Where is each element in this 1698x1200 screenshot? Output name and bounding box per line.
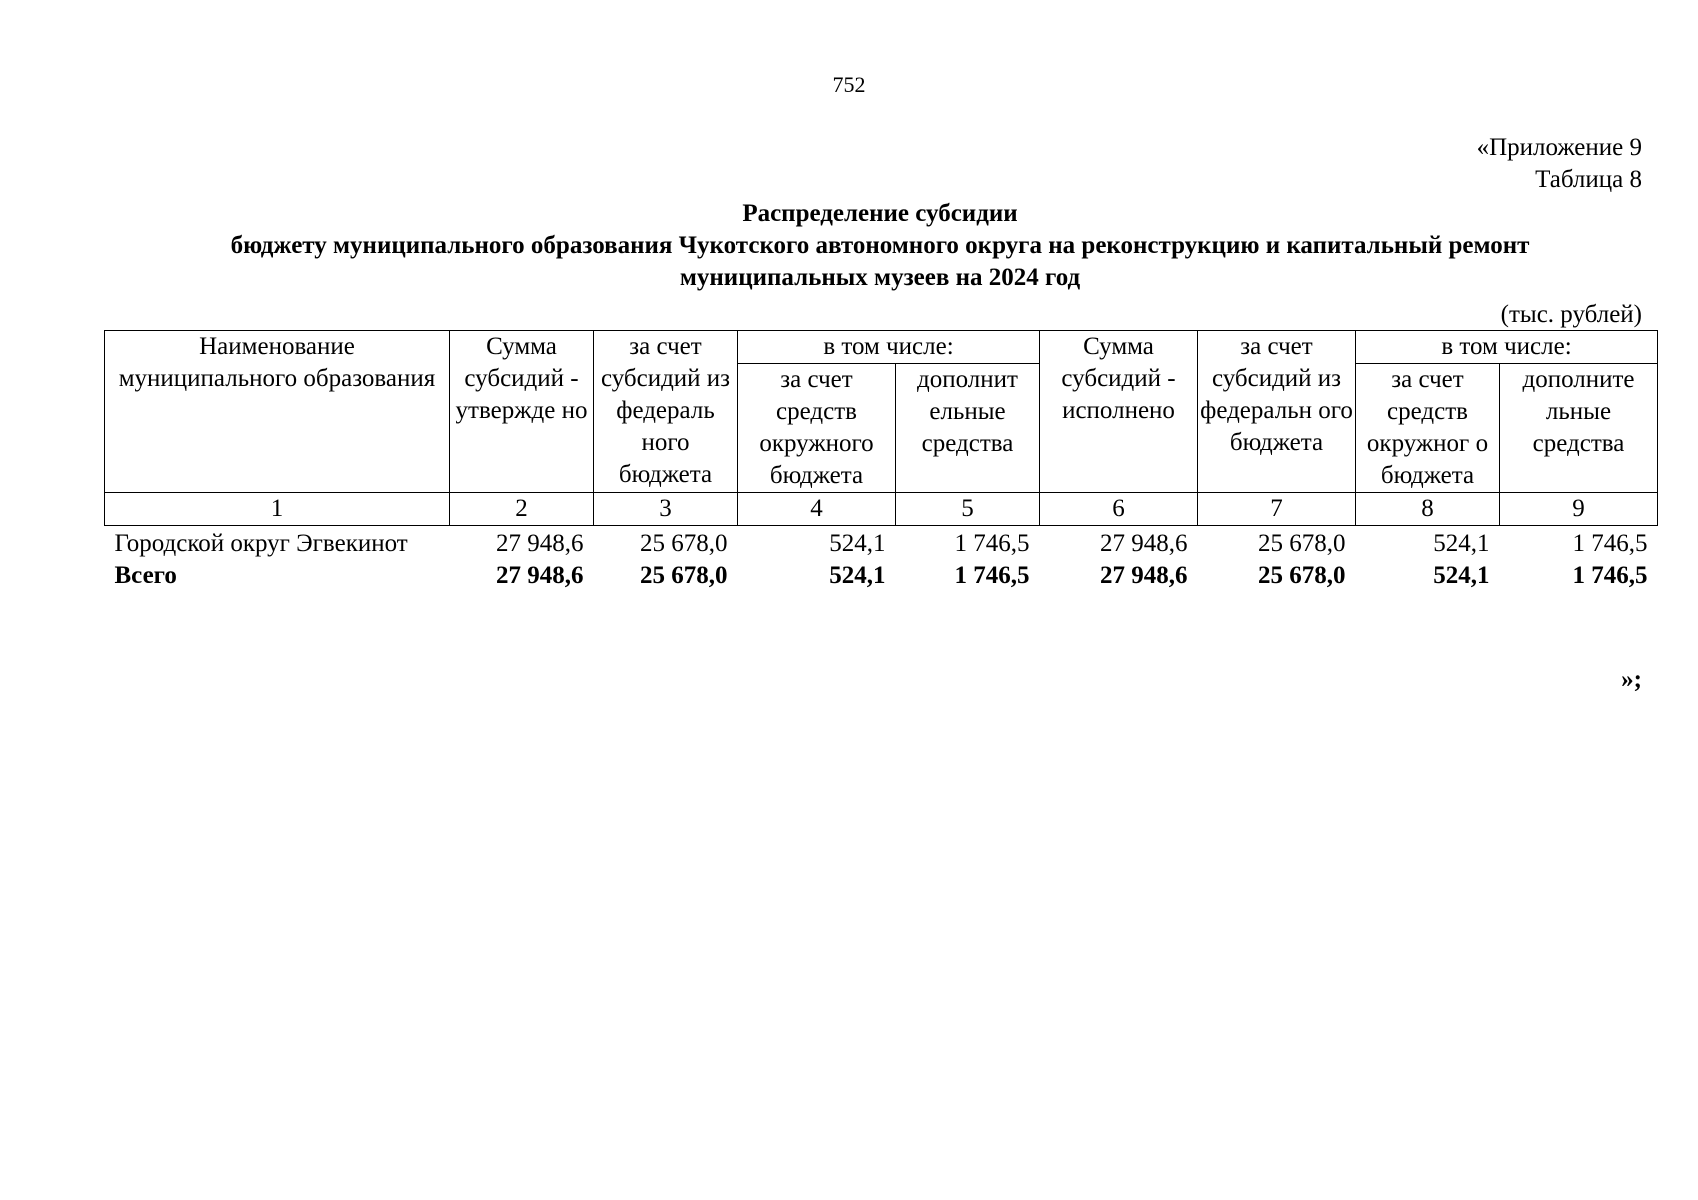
total-value-cell: 25 678,0: [1258, 562, 1346, 589]
total-label-cell: Всего: [114, 562, 177, 589]
total-value-cell: 27 948,6: [1100, 562, 1188, 589]
total-value-cell: 25 678,0: [640, 562, 728, 589]
value-cell: 25 678,0: [1258, 530, 1346, 557]
appendix-label: «Приложение 9: [1476, 134, 1642, 161]
value-cell: 1 746,5: [1572, 530, 1648, 557]
column-number: 9: [1500, 493, 1658, 526]
total-value-cell: 27 948,6: [496, 562, 584, 589]
appendix-reference: [1477, 132, 1642, 196]
column-number: 7: [1198, 493, 1356, 526]
total-value-cell: 1 746,5: [954, 562, 1030, 589]
header-including-executed: в том числе:: [1356, 331, 1658, 364]
header-including-approved: в том числе:: [738, 331, 1040, 364]
header-federal-approved: за счет субсидий из федераль ного бюджета: [594, 331, 738, 493]
value-cell: 524,1: [1433, 530, 1490, 557]
value-cell: 27 948,6: [1100, 530, 1188, 557]
header-sum-executed: Сумма субсидий - исполнено: [1040, 331, 1198, 493]
header-row-1: [105, 331, 1658, 364]
column-numbers-row: [105, 493, 1658, 526]
value-cell: 25 678,0: [640, 530, 728, 557]
page-number: 752: [832, 72, 866, 97]
header-okrug-executed: за счет средств окружног о бюджета: [1356, 364, 1500, 493]
header-additional-executed: дополните льные средства: [1500, 364, 1658, 493]
header-federal-executed: за счет субсидий из федеральн ого бюджета: [1198, 331, 1356, 493]
title-line-2: бюджету муниципального образования Чукотского автономного округа на реконструкцию и капитальный ремонт: [230, 232, 1530, 259]
column-number: 2: [450, 493, 594, 526]
closing-quote: »;: [1621, 666, 1642, 693]
subsidy-distribution-table: [104, 330, 1658, 592]
column-number: 4: [738, 493, 896, 526]
value-cell: 524,1: [829, 530, 886, 557]
title-line-1: Распределение субсидии: [742, 200, 1018, 227]
column-number: 3: [594, 493, 738, 526]
value-cell: 27 948,6: [496, 530, 584, 557]
title-line-3: муниципальных музеев на 2024 год: [679, 264, 1081, 291]
header-additional-approved: дополнит ельные средства: [896, 364, 1040, 493]
total-value-cell: 524,1: [1433, 562, 1490, 589]
table-number-label: Таблица 8: [1535, 166, 1642, 193]
header-sum-approved: Сумма субсидий - утвержде но: [450, 331, 594, 493]
column-number: 8: [1356, 493, 1500, 526]
total-value-cell: 524,1: [829, 562, 886, 589]
header-municipality-name: Наименование муниципального образования: [105, 331, 450, 493]
value-cell: 1 746,5: [954, 530, 1030, 557]
header-okrug-approved: за счет средств окружного бюджета: [738, 364, 896, 493]
units-note: (тыс. рублей): [1500, 301, 1642, 328]
column-number: 6: [1040, 493, 1198, 526]
table-row: [105, 526, 1658, 561]
document-title: [60, 198, 1698, 294]
column-number: 1: [105, 493, 450, 526]
total-row: [105, 560, 1658, 592]
column-number: 5: [896, 493, 1040, 526]
municipality-name-cell: Городской округ Эгвекинот: [114, 530, 408, 557]
total-value-cell: 1 746,5: [1572, 562, 1648, 589]
